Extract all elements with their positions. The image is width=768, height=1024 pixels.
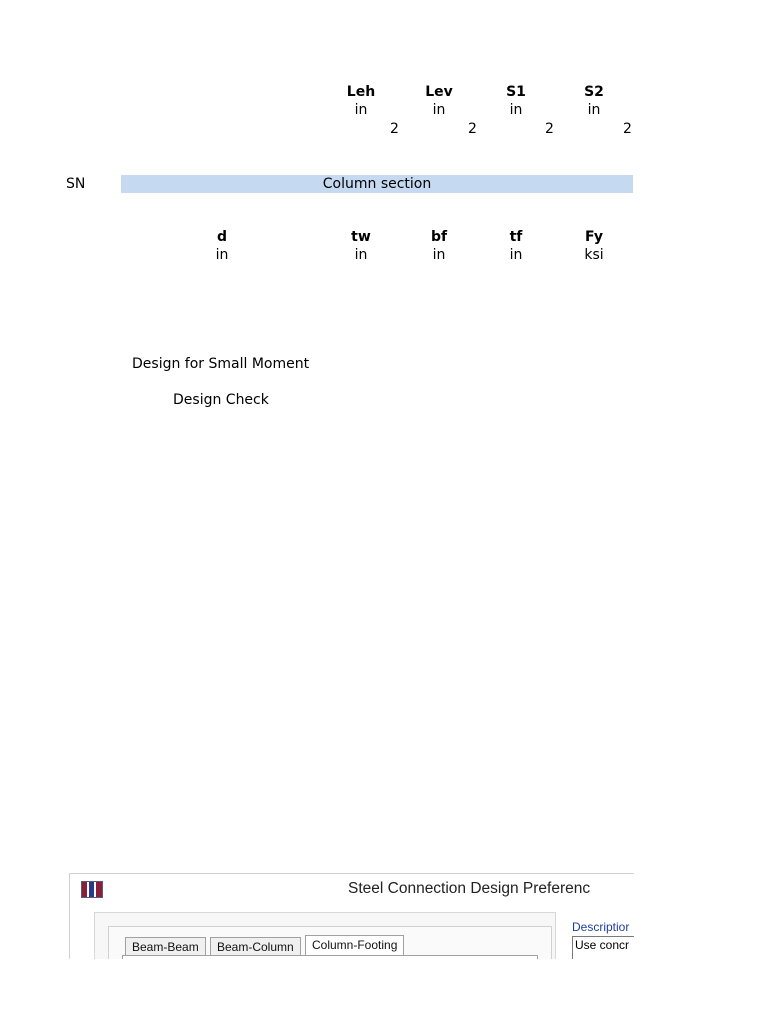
header-lev: Lev: [425, 84, 453, 100]
design-small-moment-label: Design for Small Moment: [132, 356, 310, 372]
unit-tw: in: [354, 247, 368, 263]
unit-tf: in: [509, 247, 523, 263]
unit-s1: in: [509, 102, 523, 118]
header-fy: Fy: [585, 229, 603, 245]
tab-beam-column[interactable]: Beam-Column: [210, 937, 301, 956]
header-s1: S1: [506, 84, 526, 100]
column-section-band: [121, 175, 633, 193]
sn-label: SN: [66, 176, 86, 192]
header-d: d: [216, 229, 228, 245]
dialog-title: Steel Connection Design Preferenc: [348, 880, 591, 897]
app-icon: [81, 881, 103, 898]
tab-column-footing[interactable]: Column-Footing: [305, 935, 404, 956]
value-leh: 2: [390, 121, 399, 137]
steel-connection-dialog: [69, 873, 634, 959]
tab-panel: [122, 955, 538, 959]
header-leh: Leh: [346, 84, 376, 100]
description-field[interactable]: Use concr: [572, 936, 634, 959]
header-tw: tw: [351, 229, 371, 245]
design-check-label: Design Check: [173, 392, 269, 408]
value-s1: 2: [545, 121, 554, 137]
unit-s2: in: [587, 102, 601, 118]
description-label: Descriptior: [572, 920, 630, 934]
unit-leh: in: [354, 102, 368, 118]
value-lev: 2: [468, 121, 477, 137]
unit-bf: in: [432, 247, 446, 263]
column-section-label: Column section: [322, 176, 432, 192]
header-tf: tf: [509, 229, 523, 245]
unit-fy: ksi: [584, 247, 604, 263]
unit-lev: in: [432, 102, 446, 118]
header-bf: bf: [430, 229, 448, 245]
value-s2: 2: [623, 121, 632, 137]
header-s2: S2: [584, 84, 604, 100]
unit-d: in: [215, 247, 229, 263]
tab-beam-beam[interactable]: Beam-Beam: [125, 937, 206, 956]
